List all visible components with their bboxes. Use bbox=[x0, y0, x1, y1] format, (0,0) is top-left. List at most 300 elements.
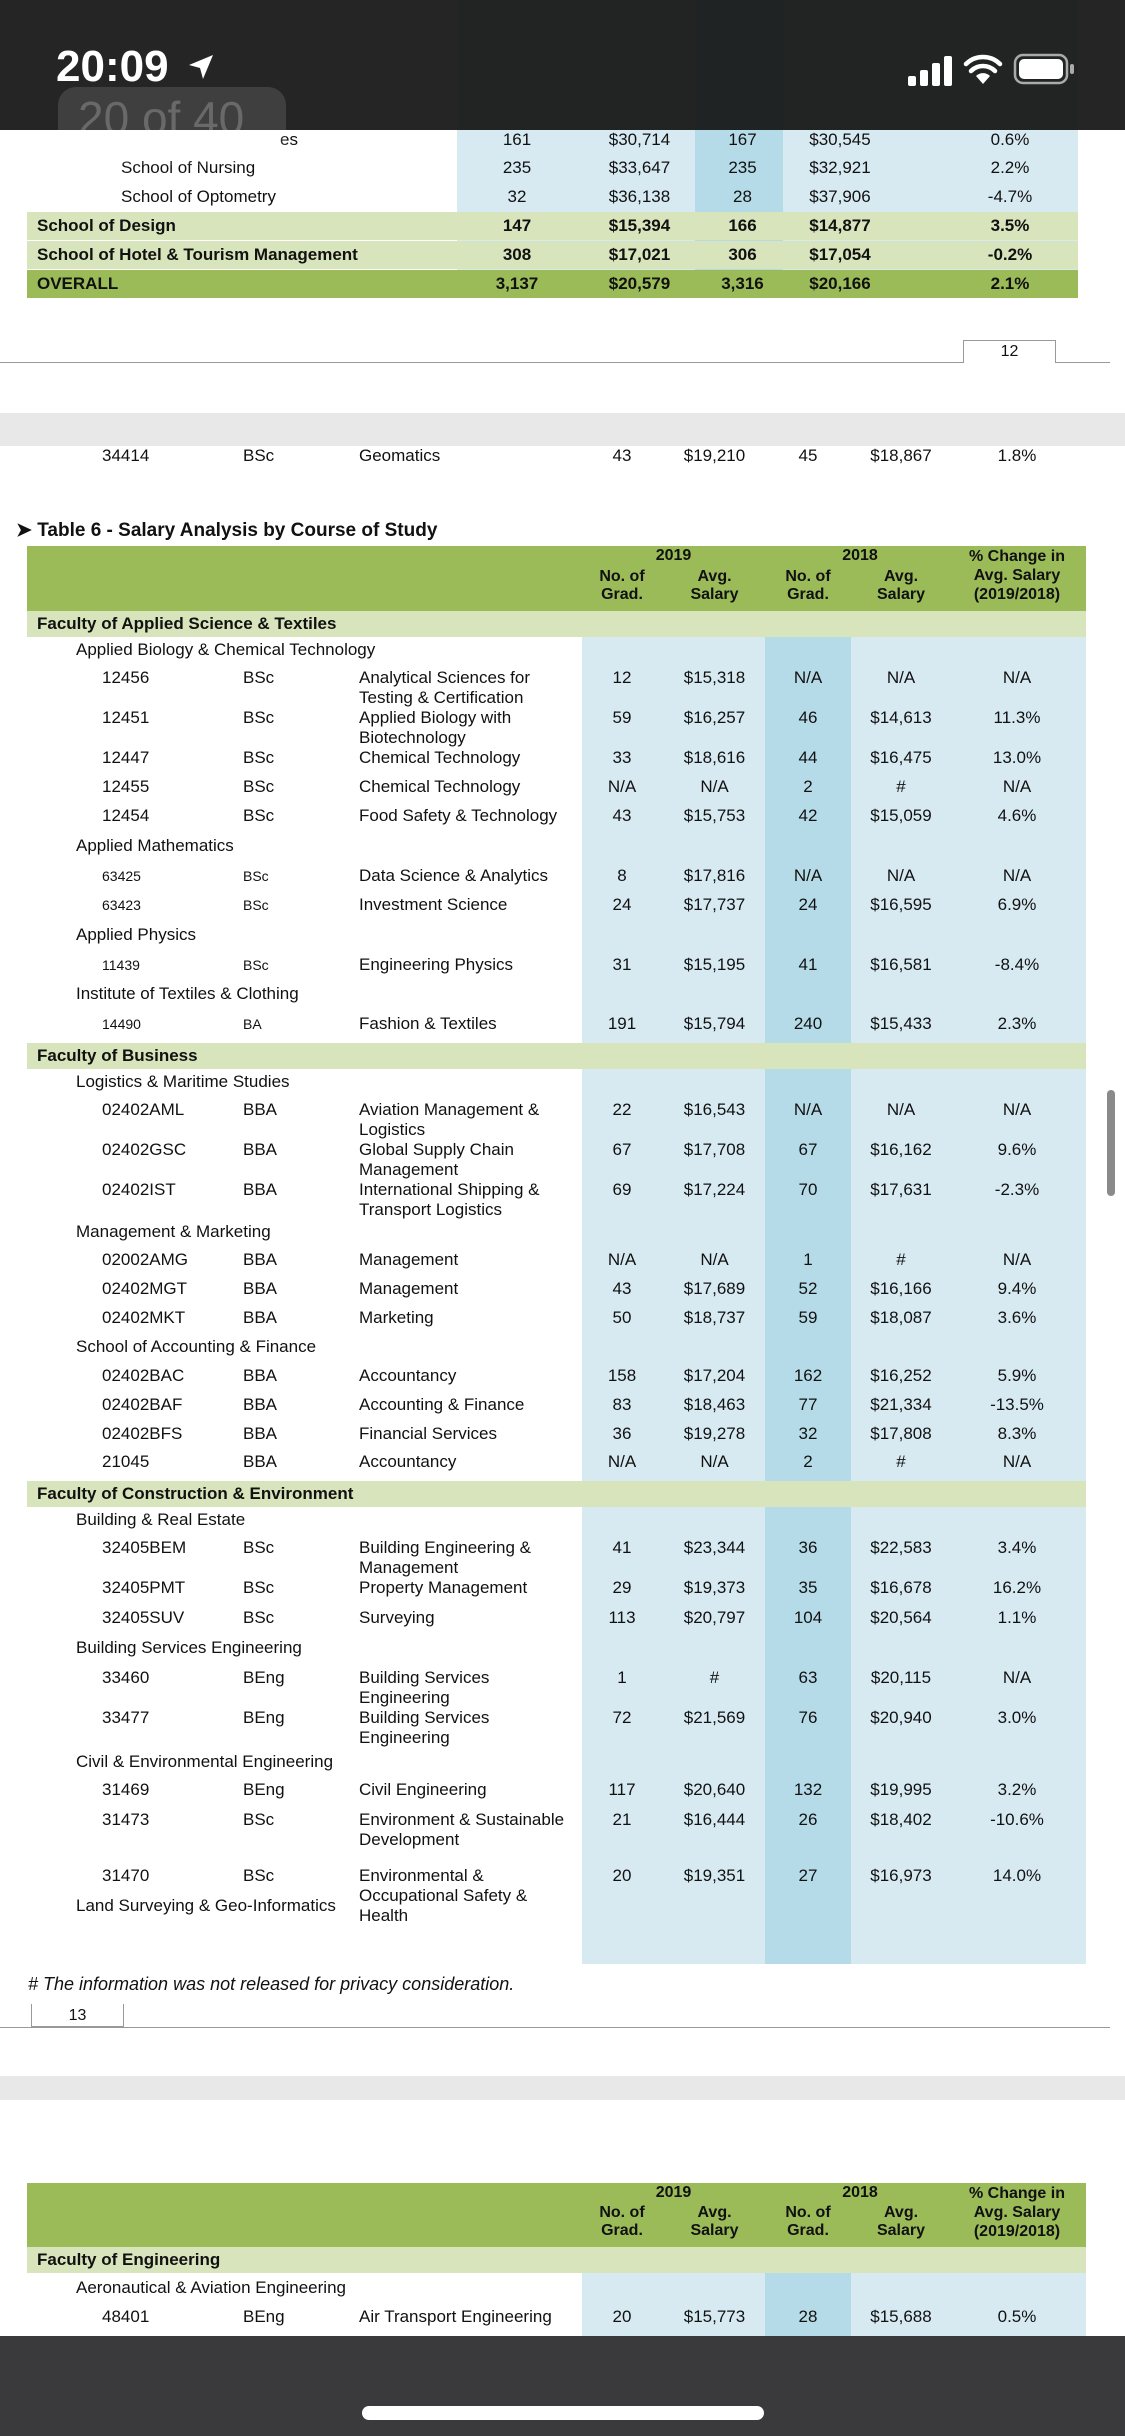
p14-faculty-label: Faculty of Engineering bbox=[37, 2250, 221, 2269]
p12-row-name: School of Optometry bbox=[121, 187, 276, 206]
programme-name: Environment & Sustainable Development bbox=[359, 1810, 565, 1849]
programme-name: Geomatics bbox=[359, 446, 441, 465]
programme-code: 02402MKT bbox=[102, 1308, 186, 1327]
grad-count-2019: 43 bbox=[612, 446, 632, 465]
avg-salary-2018: $20,564 bbox=[870, 1608, 932, 1627]
grad-count-2018: 67 bbox=[798, 1140, 818, 1159]
programme-code: 63425 bbox=[102, 868, 141, 884]
avg-salary-2018: $16,678 bbox=[870, 1578, 932, 1597]
salary-change: N/A bbox=[1002, 1452, 1032, 1471]
grad-count-2019: 191 bbox=[607, 1014, 637, 1033]
avg-salary-2018: $16,252 bbox=[870, 1366, 932, 1385]
p14-s18: $15,688 bbox=[870, 2307, 932, 2326]
programme-code: 33477 bbox=[102, 1708, 150, 1727]
award-type: BBA bbox=[243, 1395, 278, 1414]
salary-change: 4.6% bbox=[997, 806, 1037, 825]
p12-row-s19: $20,579 bbox=[608, 274, 671, 293]
cellular-signal-icon bbox=[906, 54, 956, 86]
p12-row-name: School of Hotel & Tourism Management bbox=[37, 245, 358, 264]
grad-count-2018: 77 bbox=[798, 1395, 818, 1414]
programme-code: 02402IST bbox=[102, 1180, 176, 1199]
salary-change: 9.4% bbox=[997, 1279, 1037, 1298]
award-type: BSc bbox=[243, 777, 275, 796]
p12-row-n19: 235 bbox=[502, 158, 532, 177]
programme-code: 32405PMT bbox=[102, 1578, 186, 1597]
programme-code: 12455 bbox=[102, 777, 150, 796]
header-2019: 2019 bbox=[655, 547, 692, 564]
award-type: BBA bbox=[243, 1140, 278, 1159]
p12-row-chg: 2.2% bbox=[990, 158, 1030, 177]
avg-salary-2018: $17,631 bbox=[870, 1180, 932, 1199]
avg-salary-2019: $19,351 bbox=[683, 1866, 746, 1885]
grad-count-2018: 70 bbox=[798, 1180, 818, 1199]
p12-row-name: School of Nursing bbox=[121, 158, 256, 177]
grad-count-2019: 67 bbox=[612, 1140, 632, 1159]
p12-row-n18: 167 bbox=[728, 130, 757, 149]
grad-count-2018: 36 bbox=[798, 1538, 818, 1557]
avg-salary-2019: $18,737 bbox=[683, 1308, 746, 1327]
p12-row-n19: 308 bbox=[502, 245, 532, 264]
p12-row-n18: 166 bbox=[728, 216, 757, 235]
programme-name: Civil Engineering bbox=[359, 1780, 487, 1799]
p12-row-n19: 161 bbox=[502, 130, 532, 149]
p12-row-n19: 147 bbox=[502, 216, 532, 235]
salary-change: 3.0% bbox=[997, 1708, 1037, 1727]
bottom-bar bbox=[0, 2336, 1125, 2436]
grad-count-2018: 42 bbox=[798, 806, 818, 825]
p12-row-n18: 3,316 bbox=[721, 274, 764, 293]
avg-salary-2019: $23,344 bbox=[683, 1538, 746, 1557]
salary-change: 14.0% bbox=[992, 1866, 1042, 1885]
salary-change: -10.6% bbox=[990, 1810, 1044, 1829]
avg-salary-2018: $16,595 bbox=[870, 895, 932, 914]
programme-code: 12454 bbox=[102, 806, 150, 825]
p12-page-number: 12 bbox=[1000, 343, 1019, 360]
p12-row-n19: 32 bbox=[507, 187, 527, 206]
grad-count-2019: 33 bbox=[612, 748, 632, 767]
grad-count-2018: 1 bbox=[803, 1250, 813, 1269]
salary-change: 6.9% bbox=[997, 895, 1037, 914]
department-label: Building & Real Estate bbox=[76, 1510, 246, 1529]
p12-row-name: OVERALL bbox=[37, 274, 119, 293]
grad-count-2018: 162 bbox=[793, 1366, 823, 1385]
avg-salary-2018: $16,166 bbox=[870, 1279, 932, 1298]
avg-salary-2018: $22,583 bbox=[870, 1538, 932, 1557]
p12-page-line bbox=[0, 362, 1110, 363]
award-type: BSc bbox=[243, 1538, 275, 1557]
p12-row-s18: $20,166 bbox=[809, 274, 871, 293]
grad-count-2018: 27 bbox=[798, 1866, 818, 1885]
header-avg-salary-2018: Avg. Salary bbox=[876, 568, 926, 603]
department-label: Institute of Textiles & Clothing bbox=[76, 984, 299, 1003]
grad-count-2019: 1 bbox=[617, 1668, 627, 1687]
award-type: BSc bbox=[243, 1866, 275, 1885]
avg-salary-2019: $20,797 bbox=[683, 1608, 746, 1627]
salary-change: 16.2% bbox=[992, 1578, 1042, 1597]
header-no-grad-2019: No. of Grad. bbox=[599, 568, 645, 603]
avg-salary-2018: $20,115 bbox=[870, 1668, 932, 1687]
avg-salary-2019: $17,708 bbox=[683, 1140, 746, 1159]
p14-header-2018: 2018 bbox=[842, 2184, 878, 2201]
programme-code: 12451 bbox=[102, 708, 150, 727]
p12-row-chg: 3.5% bbox=[990, 216, 1030, 235]
award-type: BA bbox=[243, 1016, 262, 1032]
avg-salary-2019: $15,318 bbox=[683, 668, 746, 687]
p12-row-chg: -4.7% bbox=[987, 187, 1033, 206]
award-type: BSc bbox=[243, 1578, 275, 1597]
programme-name: Financial Services bbox=[359, 1424, 497, 1443]
p12-row-s18: $37,906 bbox=[809, 187, 871, 206]
salary-change: 2.3% bbox=[997, 1014, 1037, 1033]
avg-salary-2018: # bbox=[896, 777, 906, 796]
programme-name: Applied Biology with Biotechnology bbox=[359, 708, 512, 747]
avg-salary-2019: N/A bbox=[700, 1452, 729, 1471]
department-label: Applied Biology & Chemical Technology bbox=[76, 640, 376, 659]
department-label: Management & Marketing bbox=[76, 1222, 271, 1241]
grad-count-2019: 43 bbox=[612, 806, 632, 825]
award-type: BBA bbox=[243, 1366, 278, 1385]
grad-count-2019: 29 bbox=[612, 1578, 632, 1597]
avg-salary-2019: $17,816 bbox=[683, 866, 746, 885]
programme-name: Marketing bbox=[359, 1308, 434, 1327]
p14-header-no-grad-2018: No. of Grad. bbox=[785, 2204, 831, 2239]
avg-salary-2018: $14,613 bbox=[870, 708, 932, 727]
header-avg-salary-2019: Avg. Salary bbox=[690, 568, 739, 603]
award-type: BSc bbox=[243, 1810, 275, 1829]
grad-count-2018: 26 bbox=[798, 1810, 818, 1829]
grad-count-2019: 36 bbox=[612, 1424, 632, 1443]
p14-n18: 28 bbox=[798, 2307, 818, 2326]
avg-salary-2018: $15,433 bbox=[870, 1014, 932, 1033]
p14-chg: 0.5% bbox=[997, 2307, 1037, 2326]
grad-count-2019: 117 bbox=[608, 1780, 636, 1799]
programme-name: Building Engineering & Management bbox=[359, 1538, 532, 1577]
programme-name: Chemical Technology bbox=[359, 777, 521, 796]
programme-code: 32405BEM bbox=[102, 1538, 187, 1557]
p14-programme: Air Transport Engineering bbox=[359, 2307, 552, 2326]
home-indicator[interactable] bbox=[362, 2406, 764, 2420]
p14-code: 48401 bbox=[102, 2307, 150, 2326]
programme-code: 02402BAF bbox=[102, 1395, 183, 1414]
p12-row-name: School of Design bbox=[37, 216, 176, 235]
avg-salary-2018: $21,334 bbox=[870, 1395, 932, 1414]
programme-name: Investment Science bbox=[359, 895, 508, 914]
p12-row-name: es bbox=[280, 130, 298, 149]
programme-name: Fashion & Textiles bbox=[359, 1014, 497, 1033]
avg-salary-2019: # bbox=[709, 1668, 720, 1687]
salary-change: -13.5% bbox=[990, 1395, 1044, 1414]
p12-row-chg: 2.1% bbox=[990, 274, 1030, 293]
grad-count-2018: 240 bbox=[793, 1014, 823, 1033]
avg-salary-2018: $16,973 bbox=[870, 1866, 932, 1885]
grad-count-2019: N/A bbox=[607, 1452, 637, 1471]
header-change: % Change in Avg. Salary (2019/2018) bbox=[968, 548, 1065, 603]
avg-salary-2019: $20,640 bbox=[683, 1780, 746, 1799]
avg-salary-2019: $16,257 bbox=[683, 708, 746, 727]
award-type: BBA bbox=[243, 1250, 278, 1269]
grad-count-2018: 76 bbox=[798, 1708, 818, 1727]
avg-salary-2018: $16,162 bbox=[870, 1140, 932, 1159]
p14-header-2019: 2019 bbox=[655, 2184, 692, 2201]
programme-name: Chemical Technology bbox=[359, 748, 521, 767]
faculty-label: Faculty of Construction & Environment bbox=[37, 1484, 354, 1503]
programme-code: 31470 bbox=[102, 1866, 150, 1885]
grad-count-2018: 44 bbox=[798, 748, 818, 767]
salary-change: 8.3% bbox=[997, 1424, 1037, 1443]
salary-change: -8.4% bbox=[994, 955, 1040, 974]
programme-name: Accounting & Finance bbox=[359, 1395, 525, 1414]
header-2018: 2018 bbox=[842, 547, 878, 564]
grad-count-2019: 20 bbox=[612, 1866, 632, 1885]
status-time: 20:09 bbox=[56, 42, 169, 91]
p12-row-s19: $30,714 bbox=[608, 130, 671, 149]
p12-row-s18: $30,545 bbox=[809, 130, 871, 149]
salary-change: 13.0% bbox=[992, 748, 1042, 767]
programme-code: 31473 bbox=[102, 1810, 150, 1829]
department-label: Applied Physics bbox=[76, 925, 197, 944]
award-type: BEng bbox=[243, 1708, 285, 1727]
p12-row-s19: $36,138 bbox=[608, 187, 671, 206]
grad-count-2018: 35 bbox=[798, 1578, 818, 1597]
battery-icon bbox=[1013, 52, 1075, 86]
salary-change: N/A bbox=[1002, 1100, 1032, 1119]
grad-count-2019: 24 bbox=[612, 895, 632, 914]
p14-header-no-grad-2019: No. of Grad. bbox=[599, 2204, 645, 2239]
grad-count-2018: 45 bbox=[798, 446, 818, 465]
grad-count-2019: 22 bbox=[612, 1100, 632, 1119]
award-type: BBA bbox=[243, 1424, 278, 1443]
salary-change: 11.3% bbox=[993, 708, 1041, 727]
grad-count-2018: 59 bbox=[798, 1308, 818, 1327]
p12-row-s18: $32,921 bbox=[809, 158, 871, 177]
avg-salary-2019: $15,753 bbox=[683, 806, 746, 825]
programme-code: 02402MGT bbox=[102, 1279, 188, 1298]
avg-salary-2018: $19,995 bbox=[870, 1780, 932, 1799]
grad-count-2019: 43 bbox=[612, 1279, 632, 1298]
salary-change: 3.2% bbox=[997, 1780, 1037, 1799]
programme-name: Data Science & Analytics bbox=[359, 866, 548, 885]
programme-name: Global Supply Chain Management bbox=[359, 1140, 514, 1179]
location-arrow-icon bbox=[186, 52, 216, 82]
avg-salary-2018: $17,808 bbox=[870, 1424, 932, 1443]
grad-count-2019: N/A bbox=[607, 1250, 637, 1269]
header-no-grad-2018: No. of Grad. bbox=[785, 568, 831, 603]
salary-change: 5.9% bbox=[997, 1366, 1037, 1385]
grad-count-2018: N/A bbox=[793, 668, 823, 687]
salary-change: 9.6% bbox=[997, 1140, 1037, 1159]
grad-count-2018: 104 bbox=[793, 1608, 823, 1627]
table-title: ➤ Table 6 - Salary Analysis by Course of Study bbox=[16, 520, 438, 541]
p14-s19: $15,773 bbox=[683, 2307, 746, 2326]
salary-change: N/A bbox=[1002, 668, 1032, 687]
salary-change: 1.1% bbox=[997, 1608, 1037, 1627]
programme-code: 31469 bbox=[102, 1780, 150, 1799]
p12-row-n18: 306 bbox=[728, 245, 757, 264]
p14-header-avg-salary-2019: Avg. Salary bbox=[690, 2204, 739, 2239]
programme-name: Accountancy bbox=[359, 1452, 457, 1471]
faculty-label: Faculty of Business bbox=[37, 1046, 198, 1065]
avg-salary-2018: $18,402 bbox=[870, 1810, 932, 1829]
award-type: BBA bbox=[243, 1452, 278, 1471]
avg-salary-2019: $19,210 bbox=[683, 446, 746, 465]
avg-salary-2018: N/A bbox=[886, 668, 916, 687]
p14-award: BEng bbox=[243, 2307, 285, 2326]
wifi-icon bbox=[963, 54, 1003, 86]
p13-page-line bbox=[0, 2027, 1110, 2028]
avg-salary-2019: $21,569 bbox=[683, 1708, 746, 1727]
grad-count-2019: 21 bbox=[612, 1810, 632, 1829]
award-type: BBA bbox=[243, 1100, 278, 1119]
award-type: BSc bbox=[243, 708, 275, 727]
programme-name: Property Management bbox=[359, 1578, 528, 1597]
p14-dept-label: Aeronautical & Aviation Engineering bbox=[76, 2278, 346, 2297]
salary-change: 3.6% bbox=[997, 1308, 1037, 1327]
avg-salary-2019: $18,463 bbox=[683, 1395, 746, 1414]
arrow-bullet-icon: ➤ bbox=[16, 520, 32, 541]
p12-row-n18: 235 bbox=[728, 158, 757, 177]
award-type: BSc bbox=[243, 897, 269, 913]
department-label: Civil & Environmental Engineering bbox=[76, 1752, 334, 1771]
programme-code: 32405SUV bbox=[102, 1608, 185, 1627]
department-label: Logistics & Maritime Studies bbox=[76, 1072, 290, 1091]
programme-name: Food Safety & Technology bbox=[359, 806, 558, 825]
avg-salary-2018: $16,581 bbox=[870, 955, 932, 974]
salary-change: 1.8% bbox=[997, 446, 1037, 465]
award-type: BSc bbox=[243, 668, 275, 687]
salary-change: N/A bbox=[1002, 1668, 1032, 1687]
avg-salary-2019: $16,444 bbox=[683, 1810, 746, 1829]
p12-row-chg: -0.2% bbox=[987, 245, 1033, 264]
programme-code: 02402GSC bbox=[102, 1140, 187, 1159]
grad-count-2019: N/A bbox=[607, 777, 637, 796]
programme-code: 12456 bbox=[102, 668, 150, 687]
department-label: Building Services Engineering bbox=[76, 1638, 302, 1657]
salary-change: -2.3% bbox=[994, 1180, 1040, 1199]
p12-row-s19: $15,394 bbox=[608, 216, 671, 235]
avg-salary-2019: N/A bbox=[700, 777, 729, 796]
scroll-indicator[interactable] bbox=[1107, 1090, 1115, 1196]
award-type: BSc bbox=[243, 868, 269, 884]
programme-name: Accountancy bbox=[359, 1366, 457, 1385]
avg-salary-2018: $18,867 bbox=[870, 446, 932, 465]
award-type: BEng bbox=[243, 1780, 285, 1799]
avg-salary-2019: $17,689 bbox=[683, 1279, 746, 1298]
grad-count-2018: 132 bbox=[793, 1780, 823, 1799]
page-13 bbox=[0, 446, 1125, 2076]
p12-row-n18: 28 bbox=[733, 187, 752, 206]
award-type: BSc bbox=[243, 446, 275, 465]
grad-count-2018: 41 bbox=[798, 955, 818, 974]
grad-count-2018: 52 bbox=[798, 1279, 818, 1298]
avg-salary-2018: $18,087 bbox=[870, 1308, 932, 1327]
avg-salary-2019: N/A bbox=[700, 1250, 729, 1269]
grad-count-2019: 69 bbox=[612, 1180, 632, 1199]
award-type: BSc bbox=[243, 748, 275, 767]
p12-row-chg: 0.6% bbox=[990, 130, 1030, 149]
avg-salary-2019: $17,224 bbox=[683, 1180, 746, 1199]
avg-salary-2018: $20,940 bbox=[870, 1708, 932, 1727]
department-label: Applied Mathematics bbox=[76, 836, 234, 855]
grad-count-2019: 8 bbox=[617, 866, 627, 885]
avg-salary-2018: N/A bbox=[886, 1100, 916, 1119]
avg-salary-2019: $15,195 bbox=[683, 955, 746, 974]
salary-change: N/A bbox=[1002, 1250, 1032, 1269]
programme-name: Aviation Management & Logistics bbox=[359, 1100, 540, 1139]
avg-salary-2019: $16,543 bbox=[683, 1100, 746, 1119]
grad-count-2018: 2 bbox=[803, 777, 813, 796]
programme-name: Management bbox=[359, 1250, 459, 1269]
programme-name: Environmental & Occupational Safety & Health bbox=[359, 1866, 528, 1925]
avg-salary-2019: $17,204 bbox=[683, 1366, 746, 1385]
avg-salary-2019: $19,278 bbox=[683, 1424, 746, 1443]
overlay-counter: 20 of 40 bbox=[78, 92, 245, 144]
grad-count-2019: 50 bbox=[612, 1308, 632, 1327]
grad-count-2018: N/A bbox=[793, 1100, 823, 1119]
p12-row-s18: $17,054 bbox=[809, 245, 871, 264]
avg-salary-2019: $17,737 bbox=[683, 895, 746, 914]
footnote: # The information was not released for privacy consideration. bbox=[28, 1974, 515, 1994]
grad-count-2019: 158 bbox=[607, 1366, 637, 1385]
salary-change: N/A bbox=[1002, 777, 1032, 796]
p14-header-avg-salary-2018: Avg. Salary bbox=[876, 2204, 926, 2239]
programme-code: 14490 bbox=[102, 1016, 141, 1032]
award-type: BBA bbox=[243, 1180, 278, 1199]
grad-count-2018: 24 bbox=[798, 895, 818, 914]
grad-count-2019: 72 bbox=[612, 1708, 632, 1727]
award-type: BBA bbox=[243, 1308, 278, 1327]
grad-count-2018: 32 bbox=[798, 1424, 818, 1443]
grad-count-2018: 46 bbox=[798, 708, 818, 727]
award-type: BSc bbox=[243, 1608, 275, 1627]
programme-code: 33460 bbox=[102, 1668, 150, 1687]
salary-change: N/A bbox=[1002, 866, 1032, 885]
avg-salary-2018: $15,059 bbox=[870, 806, 932, 825]
grad-count-2018: 2 bbox=[803, 1452, 813, 1471]
p12-row-s19: $17,021 bbox=[608, 245, 671, 264]
award-type: BBA bbox=[243, 1279, 278, 1298]
award-type: BEng bbox=[243, 1668, 285, 1687]
p12-row-s18: $14,877 bbox=[809, 216, 871, 235]
programme-code: 02402BAC bbox=[102, 1366, 185, 1385]
p12-row-n19: 3,137 bbox=[495, 274, 539, 293]
avg-salary-2019: $19,373 bbox=[683, 1578, 746, 1597]
faculty-label: Faculty of Applied Science & Textiles bbox=[37, 614, 337, 633]
programme-code: 63423 bbox=[102, 897, 141, 913]
grad-count-2019: 113 bbox=[608, 1608, 636, 1627]
grad-count-2019: 59 bbox=[612, 708, 632, 727]
award-type: BSc bbox=[243, 806, 275, 825]
avg-salary-2019: $15,794 bbox=[683, 1014, 746, 1033]
programme-code: 02402AML bbox=[102, 1100, 185, 1119]
department-label: Land Surveying & Geo-Informatics bbox=[76, 1896, 336, 1915]
grad-count-2018: 63 bbox=[798, 1668, 818, 1687]
p14-header-change: % Change in Avg. Salary (2019/2018) bbox=[968, 2185, 1065, 2240]
avg-salary-2018: # bbox=[896, 1250, 906, 1269]
p12-row-s19: $33,647 bbox=[608, 158, 671, 177]
programme-name: Building Services Engineering bbox=[359, 1708, 490, 1747]
programme-code: 11439 bbox=[102, 957, 140, 973]
programme-code: 02002AMG bbox=[102, 1250, 188, 1269]
programme-name: Surveying bbox=[359, 1608, 435, 1627]
avg-salary-2018: # bbox=[896, 1452, 906, 1471]
grad-count-2018: N/A bbox=[793, 866, 823, 885]
programme-name: Building Services Engineering bbox=[359, 1668, 490, 1707]
p14-n19: 20 bbox=[612, 2307, 632, 2326]
avg-salary-2018: N/A bbox=[886, 866, 916, 885]
programme-code: 02402BFS bbox=[102, 1424, 183, 1443]
grad-count-2019: 31 bbox=[612, 955, 632, 974]
salary-change: 3.4% bbox=[997, 1538, 1037, 1557]
